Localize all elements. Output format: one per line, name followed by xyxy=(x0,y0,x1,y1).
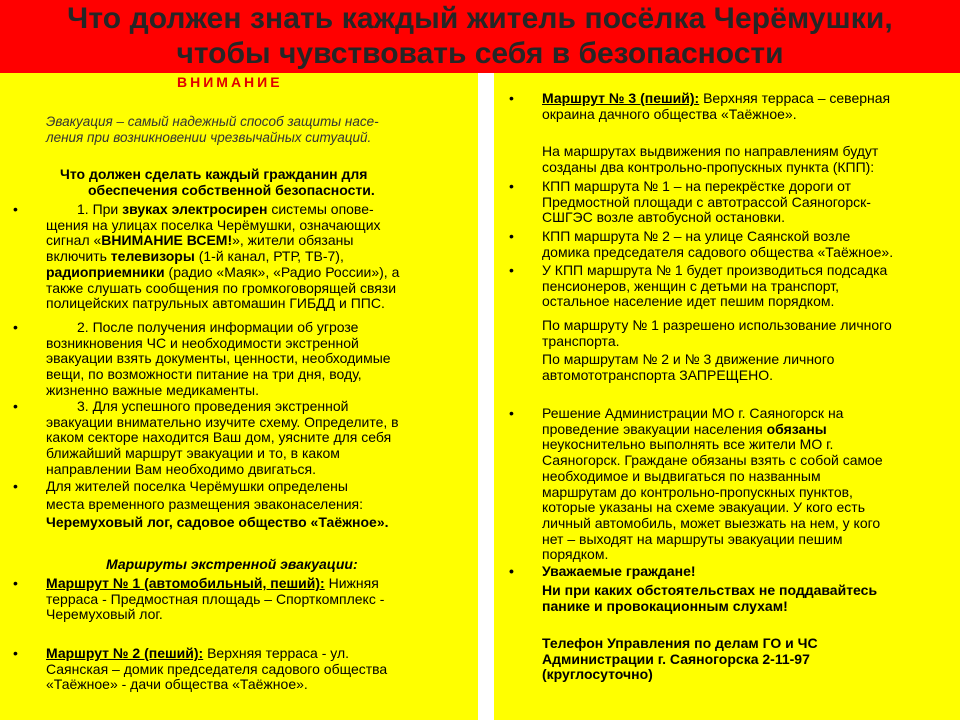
text-line: полицейских патрульных автомашин ГИБДД и ППС. xyxy=(46,295,385,312)
list-item-documents xyxy=(46,320,391,399)
routes-2-3-transport-note xyxy=(542,352,834,383)
text-line: панике и провокационным слухам! xyxy=(542,597,788,614)
text: сигнал « xyxy=(46,232,102,249)
kpp-2-item xyxy=(542,229,893,260)
text-line: • 3. Для успешного проведения экстренной xyxy=(77,398,349,414)
text-line: щения на улицах поселка Черёмушки, означающих xyxy=(46,216,381,233)
text-line: Телефон Управления по делам ГО и ЧС xyxy=(542,635,818,651)
text-line: которые указаны на схеме эвакуации. У кого есть xyxy=(542,499,865,516)
text-line: личный автомобиль, может выезжать на нем, у кого xyxy=(542,514,881,531)
text-bold: радиоприемники xyxy=(46,263,165,280)
text-line: Черемуховый лог. xyxy=(46,606,163,623)
text-line: • Решение Администрации МО г. Саяногорск на xyxy=(542,405,844,421)
text-line: • 2. После получения информации об угрозе xyxy=(77,319,359,335)
text: Нижняя xyxy=(324,575,379,591)
text-line: • КПП маршрута № 2 – на улице Саянской возле xyxy=(542,228,851,244)
text-line: (круглосуточно) xyxy=(542,666,653,683)
intro-line: Эвакуация – самый надежный способ защиты насе- xyxy=(46,114,379,129)
text-line: пенсионеров, женщин с детьми на транспорт, xyxy=(542,277,839,294)
text-line: ближайший маршрут эвакуации и то, в каком xyxy=(46,445,340,462)
text: », жители обязаны xyxy=(232,232,354,249)
text-line: На маршрутах выдвижения по направлениям будут xyxy=(542,143,879,159)
intro-line: ления при возникновении чрезвычайных ситуаций. xyxy=(46,129,372,145)
text: системы опове- xyxy=(267,201,374,217)
text-line: терраса - Предмостная площадь – Спорткомплекс - xyxy=(46,590,385,607)
text-line: Черемуховый лог, садовое общество «Таёжное». xyxy=(46,514,389,531)
text-bold: обязаны xyxy=(766,420,827,437)
route-2-title: Маршрут № 2 (пеший): xyxy=(46,645,204,661)
text: (радио «Маяк», «Радио России»), а xyxy=(164,263,400,280)
text-line: каком секторе находится Ваш дом, уясните для себя xyxy=(46,429,392,446)
text-line: возникновения ЧС и необходимости экстренной xyxy=(46,334,359,351)
heading-line: обеспечения собственной безопасности. xyxy=(88,181,375,198)
phone-info xyxy=(542,636,818,683)
text-line: домика председателя садового общества «Таёжное». xyxy=(542,243,894,260)
text-line: транспорта. xyxy=(542,332,620,349)
route-1-item xyxy=(46,576,384,623)
route-1-transport-note xyxy=(542,318,892,349)
kpp-intro xyxy=(542,144,878,175)
text-line: Администрации г. Саяногорска 2-11-97 xyxy=(542,650,810,667)
text-line: Ни при каких обстоятельствах не поддавайтесь xyxy=(542,582,878,598)
text-line: эвакуации внимательно изучите схему. Определите, в xyxy=(46,413,399,430)
text-line: также слушать сообщения по громкоговорящей связи xyxy=(46,279,397,296)
text-line: автомототранспорта ЗАПРЕЩЕНО. xyxy=(542,366,774,383)
list-item-sirens xyxy=(46,202,399,312)
text-line: По маршрутам № 2 и № 3 движение личного xyxy=(542,351,835,367)
text-line: необходимое и выдвигаться по названным xyxy=(542,467,821,484)
route-2-item xyxy=(46,646,387,693)
text-line: направлении Вам необходимо двигаться. xyxy=(46,460,316,477)
text-line: вещи, по возможности питание на три дня, воду, xyxy=(46,366,362,383)
page-title-line-2: чтобы чувствовать себя в безопасности xyxy=(176,37,784,70)
text: включить xyxy=(46,248,111,265)
page-header xyxy=(0,0,960,73)
text: Верхняя терраса - ул. xyxy=(203,645,350,661)
text-line: Саяногорск. Граждане обязаны взять с собой самое xyxy=(542,452,883,469)
heading-line: Что должен сделать каждый гражданин для xyxy=(60,166,368,182)
dear-citizens-item: • Уважаемые граждане! xyxy=(542,564,696,580)
left-column xyxy=(0,73,478,720)
text-line: места временного размещения эваконаселения: xyxy=(46,495,363,512)
kpp-1-item xyxy=(542,179,871,226)
text-line: маршрутам до контрольно-пропускных пунктов, xyxy=(542,483,853,500)
text-line: • КПП маршрута № 1 – на перекрёстке дороги от xyxy=(542,178,852,194)
route-3-item xyxy=(542,91,890,122)
text-line: СШГЭС возле автобусной остановки. xyxy=(542,209,785,226)
right-column xyxy=(494,73,960,720)
text-line: Предмостной площади с автотрассой Саяногорск- xyxy=(542,193,871,210)
attention-heading: ВНИМАНИЕ xyxy=(177,74,283,90)
text-bold: телевизоры xyxy=(110,248,195,265)
route-1-title: Маршрут № 1 (автомобильный, пеший): xyxy=(46,575,325,591)
panic-warning xyxy=(542,583,877,614)
text: Верхняя терраса – северная xyxy=(699,90,891,106)
text-line: окраина дачного общества «Таёжное». xyxy=(542,105,797,122)
text-line: • У КПП маршрута № 1 будет производиться подсадка xyxy=(542,262,888,278)
text-bold: ВНИМАНИЕ ВСЕМ! xyxy=(101,232,233,249)
administration-decision-item xyxy=(542,406,883,563)
kpp-boarding-item xyxy=(542,263,887,310)
text-line: жизненно важные медикаменты. xyxy=(46,381,259,398)
text-line: созданы два контрольно-пропускных пункта (КПП): xyxy=(542,158,875,175)
text-line: неукоснительно выполнять все жители МО г. xyxy=(542,436,834,453)
text: проведение эвакуации населения xyxy=(542,420,767,437)
text-line: • Для жителей поселка Черёмушки определены xyxy=(46,478,348,494)
text: (1-й канал, РТР, ТВ-7), xyxy=(194,248,344,265)
list-item-scheme xyxy=(46,399,399,478)
text-line: порядком. xyxy=(542,546,609,563)
list-item-placement xyxy=(46,479,389,531)
intro-text xyxy=(46,114,379,145)
route-3-title: Маршрут № 3 (пеший): xyxy=(542,90,700,106)
column-divider xyxy=(478,73,494,720)
text-line: нет – выходят на маршруты эвакуации пешим xyxy=(542,530,843,547)
text-line: эвакуации взять документы, ценности, необходимые xyxy=(46,350,391,367)
what-to-do-heading xyxy=(60,167,375,198)
text-line: По маршруту № 1 разрешено использование личного xyxy=(542,317,892,333)
page-title-line-1: Что должен знать каждый житель посёлка Черёмушки, xyxy=(67,2,893,35)
text-line: «Таёжное» - дачи общества «Таёжное». xyxy=(46,676,308,693)
text-line: Саянская – домик председателя садового общества xyxy=(46,660,388,677)
text: 1. При xyxy=(77,201,123,217)
text-bold: звуках электросирен xyxy=(122,201,268,217)
routes-heading: Маршруты экстренной эвакуации: xyxy=(106,556,358,572)
text-line: остальное население идет пешим порядком. xyxy=(542,293,835,310)
